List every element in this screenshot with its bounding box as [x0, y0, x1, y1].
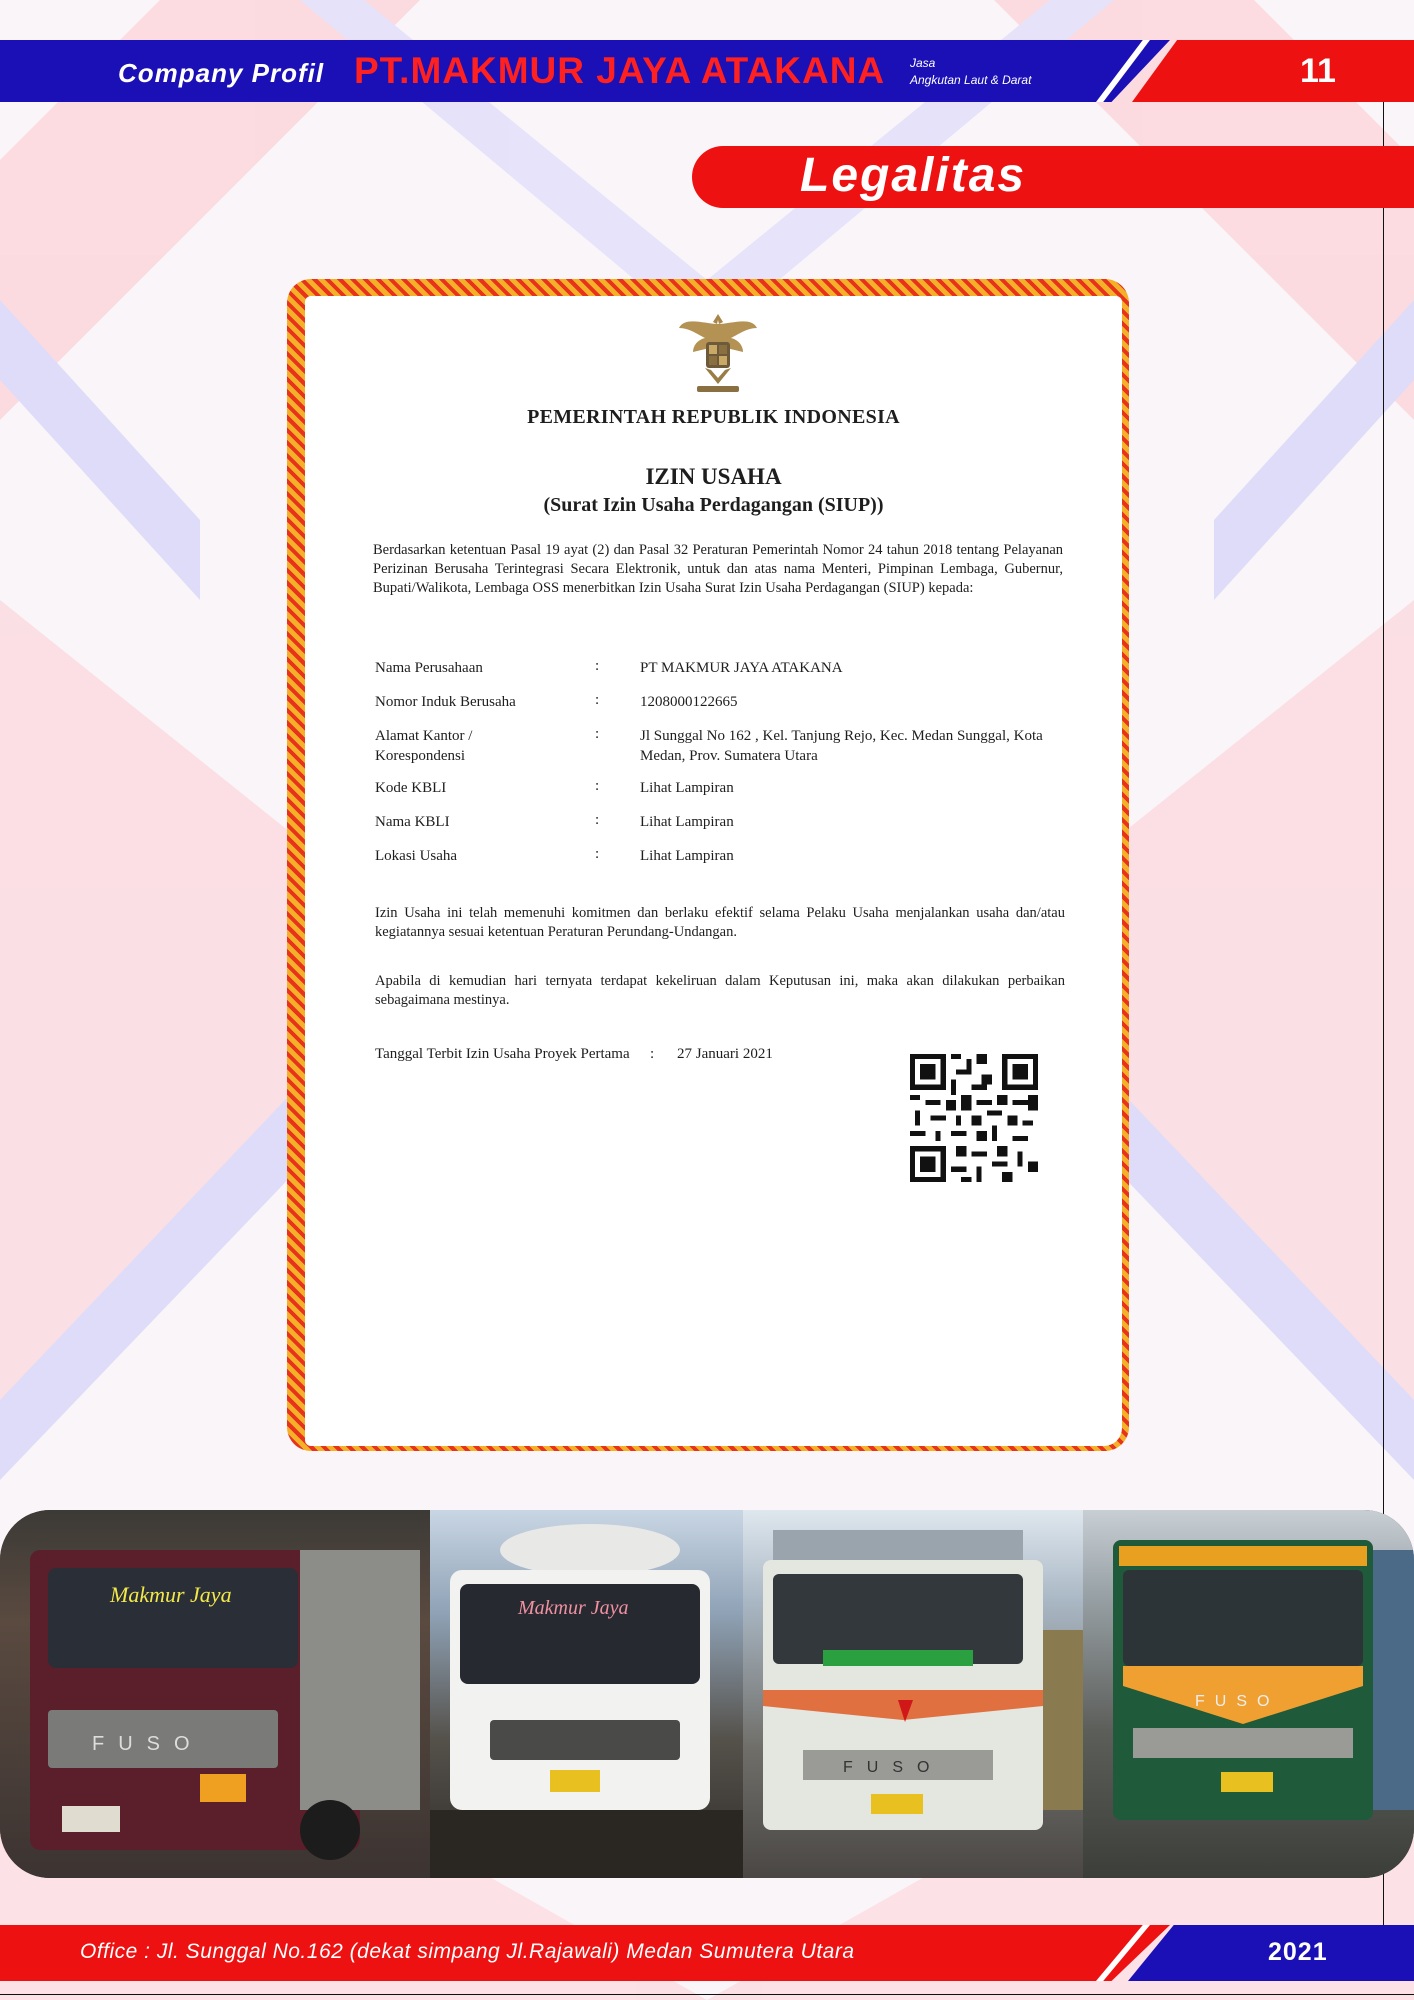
section-title: Legalitas: [800, 149, 1027, 202]
svg-text:FUSO: FUSO: [1195, 1693, 1280, 1710]
certificate-intro: Berdasarkan ketentuan Pasal 19 ayat (2) dan Pasal 32 Peraturan Pemerintah Nomor 24 tahun 2018 tentang Pelayanan Perizinan Berusaha Terintegrasi Secara Elektronik, untuk dan atas nama Menteri, Pimpinan Lembaga, Gubernur, Bupati/Walikota, Lembaga OSS menerbitkan Izin Usaha Surat Izin Usaha Perdagangan (SIUP) kepada:: [373, 542, 1063, 596]
field-colon: :: [595, 692, 600, 708]
windshield-text: Makmur Jaya: [518, 1597, 629, 1619]
header-company-name: PT.MAKMUR JAYA ATAKANA: [354, 50, 886, 91]
truck-photo: [743, 1510, 1083, 1878]
truck-photo: [430, 1510, 743, 1878]
field-row: [375, 692, 1095, 726]
field-value: Jl Sunggal No 162 , Kel. Tanjung Rejo, Kec. Medan Sunggal, Kota Medan, Prov. Sumatera Utara: [640, 728, 1043, 764]
field-colon: :: [595, 778, 600, 794]
field-value: Lihat Lampiran: [640, 848, 734, 864]
field-colon: :: [595, 726, 600, 742]
maroon-fuso-truck-icon: [0, 1510, 430, 1878]
field-label: Lokasi Usaha: [375, 848, 458, 864]
correction-paragraph: Apabila di kemudian hari ternyata terdapat kekeliruan dalam Keputusan ini, maka akan dilakukan perbaikan sebagaimana mestinya.: [375, 973, 1065, 1008]
certificate-subtitle: (Surat Izin Usaha Perdagangan (SIUP)): [543, 494, 884, 516]
field-row: [375, 726, 1095, 778]
validity-paragraph: Izin Usaha ini telah memenuhi komitmen dan berlaku efektif selama Pelaku Usaha menjalankan usaha dan/atau kegiatannya sesuai ketentuan Peraturan Perundang-Undangan.: [375, 905, 1065, 940]
field-label: Alamat Kantor / Korespondensi: [375, 728, 473, 764]
field-label: Nama KBLI: [375, 814, 450, 830]
qr-code-icon: [910, 1054, 1038, 1182]
field-colon: :: [595, 812, 600, 828]
certificate-fields: [375, 658, 1095, 880]
certificate-document: [305, 296, 1122, 1446]
certificate-title: IZIN USAHA: [645, 464, 782, 489]
truck-photo: [1083, 1510, 1414, 1878]
header-company-label: Company Profil: [118, 58, 325, 88]
windshield-text: Makmur Jaya: [110, 1582, 232, 1607]
footer-office-address: Office : Jl. Sunggal No.162 (dekat simpang Jl.Rajawali) Medan Sumutera Utara: [80, 1940, 855, 1963]
field-value: PT MAKMUR JAYA ATAKANA: [640, 660, 843, 676]
page-frame-line: [0, 1994, 1414, 1995]
field-row: [375, 812, 1095, 846]
field-colon: :: [595, 846, 600, 862]
truck-photo: [0, 1510, 430, 1878]
svg-text:FUSO: FUSO: [843, 1759, 944, 1776]
header-service-line: Jasa: [910, 56, 936, 70]
field-value: 1208000122665: [640, 694, 738, 710]
field-row: [375, 846, 1095, 880]
field-label: Nama Perusahaan: [375, 660, 483, 676]
field-value: Lihat Lampiran: [640, 780, 734, 796]
white-fuso-truck-icon: [743, 1510, 1083, 1878]
issuer-heading: PEMERINTAH REPUBLIK INDONESIA: [527, 406, 900, 428]
truck-photo-strip: [0, 1510, 1414, 1878]
header-service-line: Angkutan Laut & Darat: [910, 73, 1032, 87]
header-page-badge: [1132, 40, 1414, 102]
field-colon: :: [595, 658, 600, 674]
issue-date-value: 27 Januari 2021: [677, 1046, 773, 1062]
white-hino-truck-icon: [430, 1510, 743, 1878]
green-fuso-truck-icon: [1083, 1510, 1414, 1878]
page-number: 11: [1300, 52, 1336, 90]
footer-year: 2021: [1268, 1938, 1328, 1966]
issue-date-colon: :: [650, 1046, 655, 1062]
field-value: Lihat Lampiran: [640, 814, 734, 830]
field-label: Nomor Induk Berusaha: [375, 694, 516, 710]
field-row: [375, 658, 1095, 692]
garuda-emblem-icon: [675, 306, 761, 396]
svg-text:FUSO: FUSO: [92, 1733, 204, 1755]
field-label: Kode KBLI: [375, 780, 447, 796]
field-row: [375, 778, 1095, 812]
issue-date-label: Tanggal Terbit Izin Usaha Proyek Pertama: [375, 1046, 630, 1062]
